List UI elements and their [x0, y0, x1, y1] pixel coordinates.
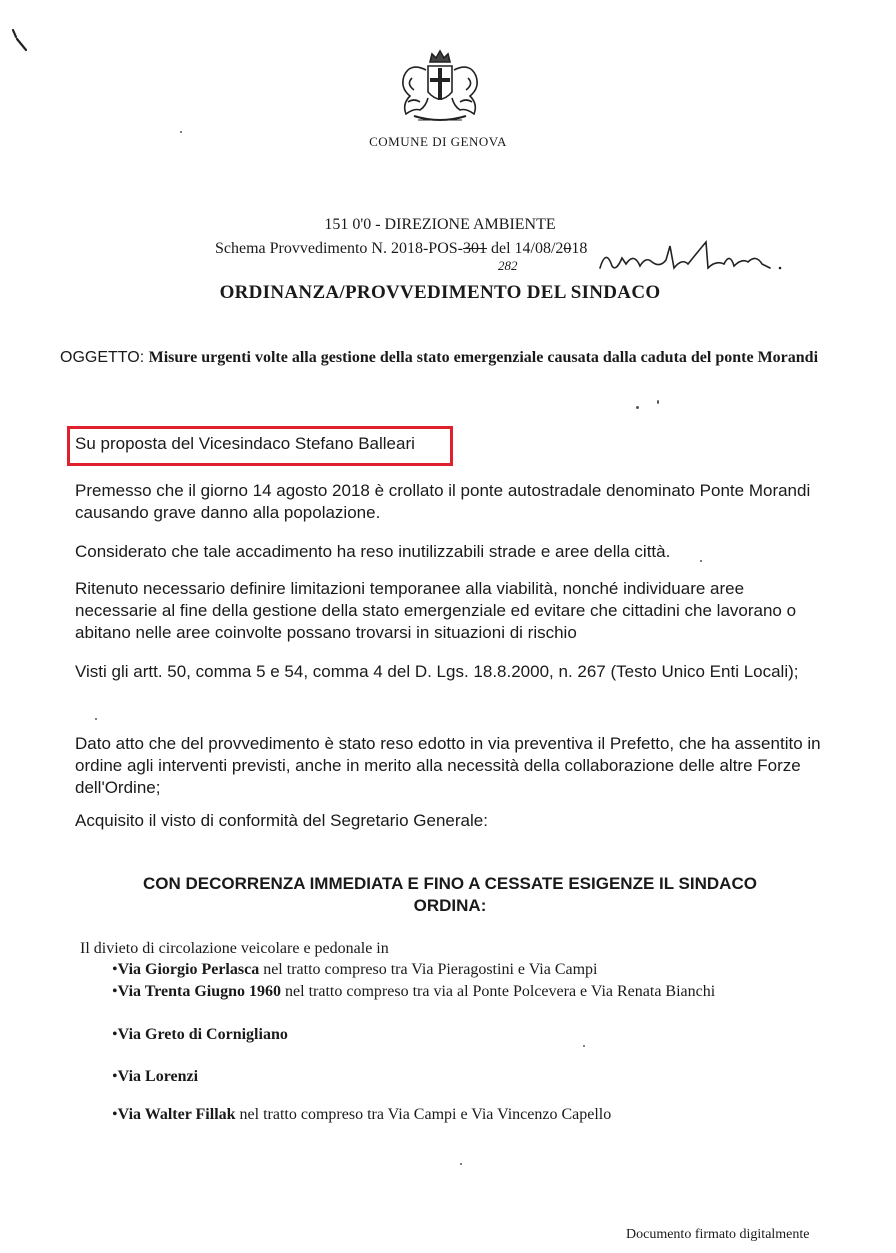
- scan-speck: [95, 718, 97, 720]
- street-detail: nel tratto compreso tra Via Pieragostini e Via Campi: [259, 961, 598, 978]
- handwritten-signature: [596, 238, 784, 278]
- city-crest-icon: [392, 48, 488, 124]
- street-name: Via Trenta Giugno 1960: [117, 983, 282, 1000]
- list-item: [112, 1106, 611, 1124]
- subject-label: OGGETTO:: [60, 349, 149, 366]
- ordina-line-2: ORDINA:: [413, 896, 487, 915]
- schema-prefix: Schema Provvedimento N. 2018-POS-: [215, 240, 463, 257]
- list-item: [112, 983, 715, 1001]
- street-name: Via Giorgio Perlasca: [117, 961, 260, 978]
- street-name: Via Walter Fillak: [117, 1106, 236, 1123]
- scan-mark: [10, 28, 30, 54]
- street-name: Via Lorenzi: [117, 1068, 199, 1085]
- schema-date-struck: 0: [563, 240, 572, 257]
- scan-speck: [180, 131, 182, 133]
- street-detail: nel tratto compreso tra via al Ponte Polcevera e Via Renata Bianchi: [281, 983, 716, 1000]
- street-detail: nel tratto compreso tra Via Campi e Via Vincenzo Capello: [235, 1106, 612, 1123]
- organization-name: COMUNE DI GENOVA: [369, 134, 507, 149]
- list-item: [112, 1026, 288, 1044]
- paragraph-premesso: Premesso che il giorno 14 agosto 2018 è crollato il ponte autostradale denominato Ponte Morandi causando grave danno alla popolazione.: [75, 481, 811, 522]
- bullet: •: [112, 983, 118, 1000]
- schema-mid: del 14/08/2: [486, 240, 564, 257]
- list-item: [112, 1068, 198, 1086]
- paragraph-visti: Visti gli artt. 50, comma 5 e 54, comma 4 del D. Lgs. 18.8.2000, n. 267 (Testo Unico Enti Locali);: [75, 662, 799, 681]
- scan-speck: [460, 1163, 462, 1165]
- subject-block: [60, 346, 830, 369]
- bullet: •: [112, 1106, 118, 1123]
- list-item: [112, 961, 598, 979]
- schema-number-struck: 301: [462, 240, 487, 257]
- schema-suffix: 18: [571, 240, 588, 257]
- divieto-intro: Il divieto di circolazione veicolare e pedonale in: [80, 940, 389, 957]
- handwritten-number: 282: [498, 258, 518, 273]
- scan-speck: [657, 400, 659, 404]
- subject-text: Misure urgenti volte alla gestione della stato emergenziale causata dalla caduta del ponte Morandi: [148, 349, 819, 366]
- ordina-line-1: CON DECORRENZA IMMEDIATA E FINO A CESSATE ESIGENZE IL SINDACO: [143, 874, 757, 893]
- digital-signature-note: Documento firmato digitalmente: [626, 1227, 810, 1242]
- department-line: 151 0'0 - DIREZIONE AMBIENTE: [324, 216, 556, 233]
- scan-speck: [583, 1045, 585, 1047]
- schema-line: [215, 240, 587, 258]
- paragraph-acquisito: Acquisito il visto di conformità del Segretario Generale:: [75, 811, 488, 830]
- document-title: ORDINANZA/PROVVEDIMENTO DEL SINDACO: [219, 282, 661, 303]
- scan-speck: [636, 406, 639, 409]
- proposal-line: Su proposta del Vicesindaco Stefano Balleari: [75, 434, 415, 453]
- paragraph-ritenuto: Ritenuto necessario definire limitazioni temporanee alla viabilità, nonché individuare aree necessarie al fine della gestione della stato emergenziale ed evitare che cittadini che lavorano o abitano nelle aree coinvolte possano trovarsi in situazioni di rischio: [75, 579, 797, 642]
- bullet: •: [112, 1026, 118, 1043]
- scan-speck: [700, 560, 702, 562]
- paragraph-dato-atto: Dato atto che del provvedimento è stato reso edotto in via preventiva il Prefetto, che ha assentito in ordine agli interventi previsti, anche in merito alla necessità della collaborazione delle altre Forze dell'Ordine;: [75, 734, 821, 797]
- bullet: •: [112, 1068, 118, 1085]
- bullet: •: [112, 961, 118, 978]
- street-name: Via Greto di Cornigliano: [117, 1026, 288, 1043]
- paragraph-considerato: Considerato che tale accadimento ha reso inutilizzabili strade e aree della città.: [75, 542, 671, 561]
- ordina-heading: [100, 873, 800, 917]
